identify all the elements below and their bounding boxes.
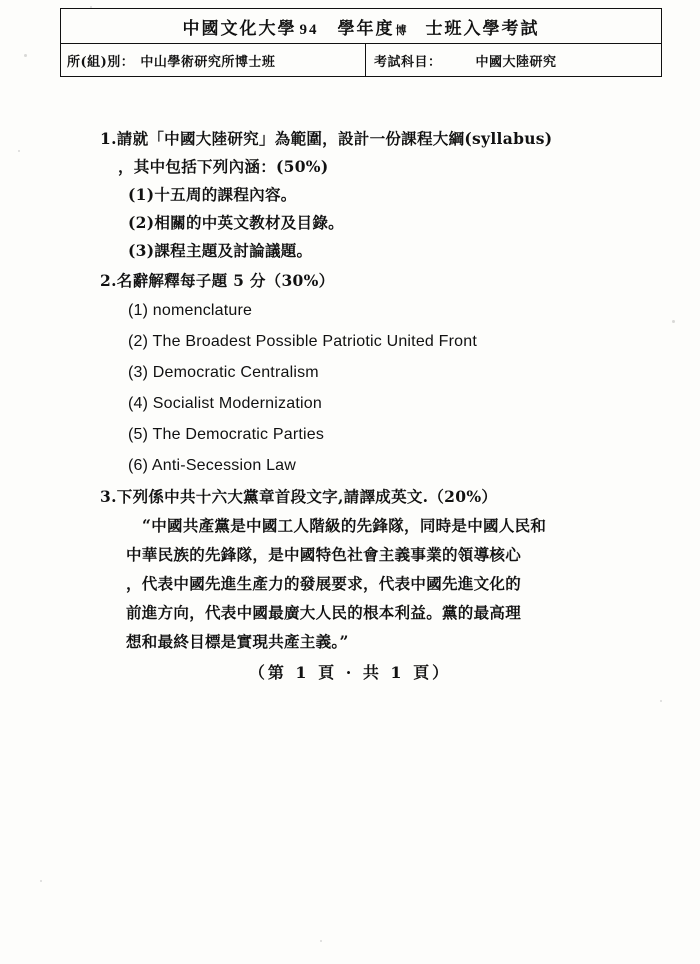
question-2: [100, 267, 660, 481]
question-3-line-1: 3.下列係中共十六大黨章首段文字,請譯成英文.（20%）: [100, 487, 498, 506]
quote-line-3: ，代表中國先進生產力的發展要求，代表中國先進文化的: [126, 574, 522, 593]
question-1-sub-2: (2)相關的中英文教材及目錄。: [128, 213, 344, 232]
subject-value: 中國大陸研究: [475, 54, 557, 70]
subject-label: 考試科目：: [374, 54, 442, 70]
question-1-line-2: ，其中包括下列內涵：(50%): [118, 157, 329, 176]
scan-speck: [90, 6, 92, 8]
question-1-sub-1: (1)十五周的課程內容。: [128, 185, 297, 204]
department-label: 所(組)別：: [67, 54, 135, 70]
question-2-line-1: 2.名辭解釋每子題 5 分（30%）: [100, 271, 335, 290]
quote-line-1: “中國共產黨是中國工人階級的先鋒隊，同時是中國人民和: [142, 516, 547, 535]
question-2-term-6: (6) Anti-Secession Law: [128, 457, 297, 474]
scan-speck: [320, 940, 322, 942]
scan-speck: [672, 320, 675, 323]
term-label: 學年度: [337, 18, 395, 39]
quote-line-2: 中華民族的先鋒隊，是中國特色社會主義事業的領導核心: [126, 545, 522, 564]
exam-body: [100, 125, 660, 658]
subject-cell: [366, 44, 661, 76]
exam-type: 士班入學考試: [425, 18, 540, 39]
question-1-sub-3: (3)課程主題及討論議題。: [128, 241, 313, 260]
scan-speck: [660, 700, 662, 702]
exam-title-row: [61, 9, 661, 44]
degree-level: 博: [395, 23, 409, 37]
department-cell: [61, 44, 366, 76]
quote-line-5: 想和最終目標是實現共產主義。”: [126, 632, 349, 651]
exam-title: [61, 14, 661, 39]
question-2-term-1: (1) nomenclature: [128, 302, 253, 319]
exam-meta-row: [61, 44, 661, 76]
department-value: 中山學術研究所博士班: [140, 54, 276, 70]
page-footer: （第 1 頁 · 共 1 頁）: [248, 663, 452, 682]
question-2-term-4: (4) Socialist Modernization: [128, 395, 322, 412]
question-1: [100, 125, 660, 265]
question-3: [100, 483, 660, 656]
question-1-line-1: 1.請就「中國大陸研究」為範圍，設計一份課程大綱(syllabus): [100, 129, 553, 148]
university-name: 中國文化大學: [182, 18, 297, 39]
question-2-term-5: (5) The Democratic Parties: [128, 426, 325, 443]
scan-speck: [24, 54, 27, 57]
question-2-term-3: (3) Democratic Centralism: [128, 364, 319, 381]
academic-year: 94: [299, 21, 319, 38]
quote-line-4: 前進方向，代表中國最廣大人民的根本利益。黨的最高理: [126, 603, 522, 622]
scan-speck: [18, 150, 20, 152]
scan-speck: [40, 880, 42, 882]
question-3-quote: [100, 511, 660, 656]
exam-header-table: [60, 8, 662, 77]
question-2-term-2: (2) The Broadest Possible Patriotic United Front: [128, 333, 478, 350]
